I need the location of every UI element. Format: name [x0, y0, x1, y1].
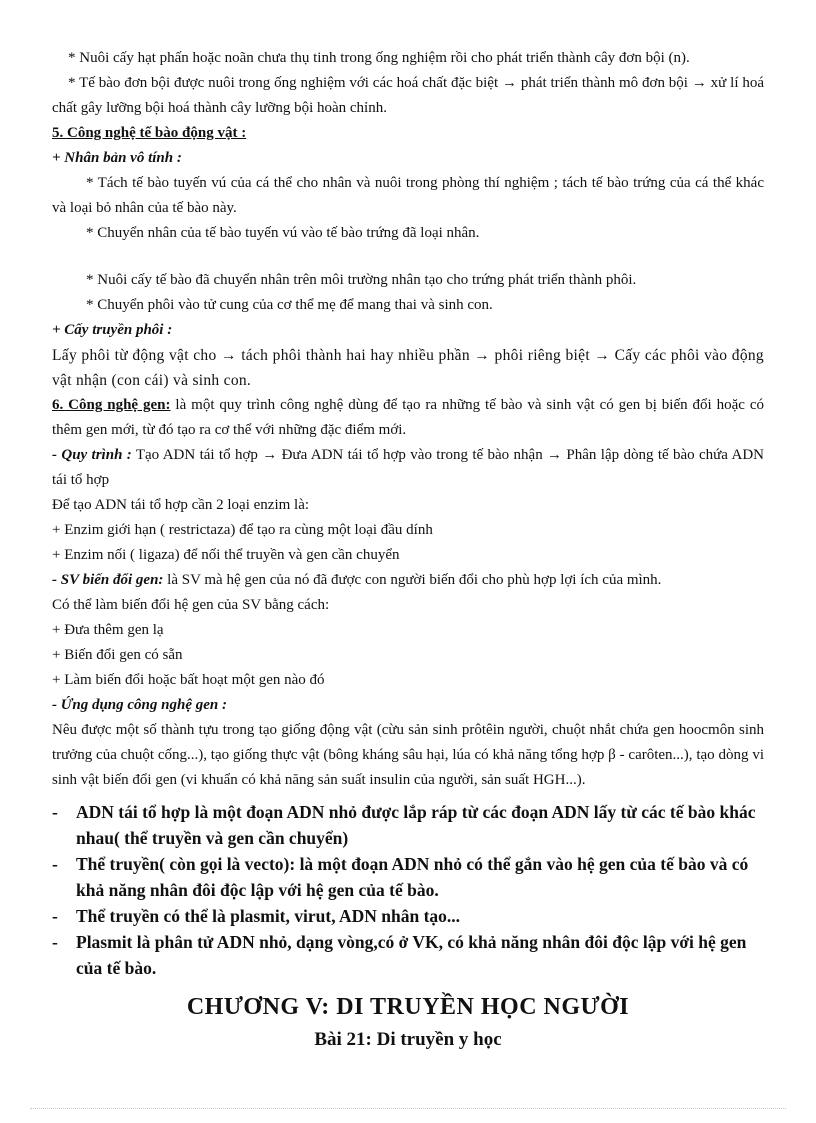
list-item-text: Thể truyền( còn gọi là vecto): là một đoạn ADN nhỏ có thể gắn vào hệ gen của tế bào và có khả năng nhân đôi độc lập với hệ gen của tế bào. [76, 854, 749, 900]
section-5-title: 5. Công nghệ tế bào động vật : [52, 125, 247, 141]
document-page [52, 46, 764, 1053]
list-item-text: Thể truyền có thể là plasmit, virut, ADN nhân tạo... [76, 906, 461, 926]
gmo-method-2: + Biến đổi gen có sẵn [52, 647, 183, 663]
paragraph-haploid-culture: * Nuôi cấy hạt phấn hoặc noãn chưa thụ tinh trong ống nghiệm rồi cho phát triển thành cây đơn bội (n). [68, 50, 690, 66]
section-6-title: 6. Công nghệ gen: [52, 397, 171, 413]
cloning-step-2: * Chuyển nhân của tế bào tuyến vú vào tế bào trứng đã loại nhân. [86, 225, 480, 241]
gmo-method-1: + Đưa thêm gen lạ [52, 622, 164, 638]
cloning-step-4: * Chuyển phôi vào tử cung của cơ thể mẹ để mang thai và sinh con. [86, 297, 493, 313]
cloning-step-3: * Nuôi cấy tế bào đã chuyển nhân trên môi trường nhân tạo cho trứng phát triển thành phôi. [86, 272, 637, 288]
gmo-label: - SV biến đổi gen: [52, 572, 164, 588]
section-6-definition: là một quy trình công nghệ dùng để tạo ra những tế bào và sinh vật có gen bị biến đổi hoặc có thêm gen mới, từ đó tạo ra cơ thể với những đặc điểm mới. [52, 397, 765, 438]
list-item [52, 851, 764, 903]
footer-divider [30, 1108, 786, 1109]
embryo-transfer-label: + Cấy truyền phôi : [52, 322, 173, 338]
gmo-methods-intro: Có thể làm biến đổi hệ gen của SV bằng cách: [52, 597, 330, 613]
list-item [52, 799, 764, 851]
process-label: - Quy trình : [52, 447, 132, 463]
enzyme-intro: Để tạo ADN tái tổ hợp cần 2 loại enzim là: [52, 497, 310, 513]
application-label: - Ứng dụng công nghệ gen : [52, 697, 227, 713]
cloning-step-1: * Tách tế bào tuyến vú của cá thể cho nhân và nuôi trong phòng thí nghiệm ; tách tế bào trứng của cá thể khác và loại bỏ nhân của tế bào này. [52, 175, 764, 216]
dash-marker: - [52, 854, 58, 874]
dash-marker: - [52, 932, 58, 952]
paragraph-haploid-cells: * Tế bào đơn bội được nuôi trong ống nghiệm với các hoá chất đặc biệt → phát triển thành mô đơn bội → xử lí hoá chất gây lưỡng bội hoá thành cây lưỡng bội hoàn chỉnh. [52, 75, 764, 116]
dash-marker: - [52, 802, 58, 822]
process-text: Tạo ADN tái tổ hợp → Đưa ADN tái tổ hợp vào trong tế bào nhận → Phân lập dòng tế bào chứa ADN tái tổ hợp [52, 447, 764, 488]
list-item [52, 929, 764, 981]
cloning-label: + Nhân bản vô tính : [52, 150, 182, 166]
list-item [52, 903, 764, 929]
definition-list [52, 799, 764, 981]
gmo-definition: là SV mà hệ gen của nó đã được con người biến đổi cho phù hợp lợi ích của mình. [163, 572, 662, 588]
gmo-method-3: + Làm biến đổi hoặc bất hoạt một gen nào đó [52, 672, 325, 688]
lesson-title: Bài 21: Di truyền y học [314, 1029, 502, 1050]
enzyme-restriction: + Enzim giới hạn ( restrictaza) để tạo ra cùng một loại đầu dính [52, 522, 433, 538]
enzyme-ligase: + Enzim nối ( ligaza) để nối thể truyền và gen cần chuyển [52, 547, 400, 563]
embryo-transfer-text: Lấy phôi từ động vật cho → tách phôi thành hai hay nhiều phần → phôi riêng biệt → Cấy các phôi vào động vật nhận (con cái) và sinh con. [52, 347, 764, 389]
list-item-text: ADN tái tổ hợp là một đoạn ADN nhỏ được lắp ráp từ các đoạn ADN lấy từ các tế bào khác nhau( thể truyền và gen cần chuyển) [76, 802, 756, 848]
list-item-text: Plasmit là phân tử ADN nhỏ, dạng vòng,có ở VK, có khả năng nhân đôi độc lập với hệ gen của tế bào. [76, 932, 747, 978]
spacer [52, 246, 764, 268]
application-text: Nêu được một số thành tựu trong tạo giống động vật (cừu sản sinh prôtêin người, chuột nhắt chứa gen hoocmôn sinh trưởng của chuột cống...), tạo giống thực vật (bông kháng sâu hại, lúa có khả năng tổng hợp β - carôten...), tạo dòng vi sinh vật biến đổi gen (vi khuẩn có khả năng sản suất insulin của người, sản suất HGH...). [52, 722, 764, 788]
chapter-title: CHƯƠNG V: DI TRUYỀN HỌC NGƯỜI [186, 994, 630, 1020]
dash-marker: - [52, 906, 58, 926]
